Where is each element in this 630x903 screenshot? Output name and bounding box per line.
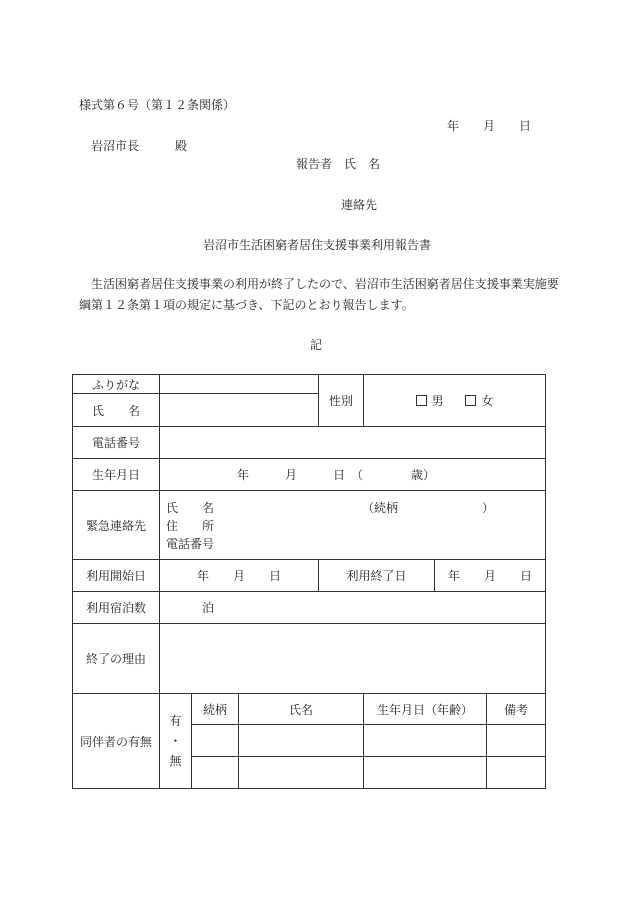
- contact-label: 連絡先: [341, 198, 378, 212]
- companion-yes: 有: [169, 714, 182, 728]
- companion-note-cell[interactable]: [487, 757, 546, 789]
- end-reason-label: 終了の理由: [73, 624, 160, 694]
- emergency-contact-label: 緊急連絡先: [73, 491, 160, 560]
- companion-note-cell[interactable]: [487, 725, 546, 757]
- name-label: 氏 名: [73, 394, 160, 427]
- companion-name-cell[interactable]: [239, 725, 364, 757]
- companion-dot: ・: [169, 734, 182, 748]
- companion-yes-no: [160, 694, 192, 789]
- female-checkbox[interactable]: [465, 395, 476, 406]
- companion-no: 無: [169, 754, 182, 768]
- birth-date-label: 生年月日: [73, 459, 160, 491]
- companion-birth-cell[interactable]: [364, 725, 487, 757]
- end-date-label: 利用終了日: [319, 560, 435, 592]
- start-date-label: 利用開始日: [73, 560, 160, 592]
- female-label: 女: [481, 394, 494, 408]
- emergency-contact-field[interactable]: [160, 491, 546, 560]
- start-date-field[interactable]: 年 月 日: [160, 560, 319, 592]
- furigana-field[interactable]: [160, 375, 319, 394]
- addressee: 岩沼市長 殿: [91, 139, 188, 153]
- gender-options: [364, 375, 546, 427]
- body-text-line2: 綱第１２条第１項の規定に基づき、下記のとおり報告します。: [79, 298, 414, 312]
- ec-relation-label: （続柄 ）: [362, 500, 495, 515]
- document-title: 岩沼市生活困窮者居住支援事業利用報告書: [203, 238, 432, 252]
- col-relation-header: 続柄: [192, 694, 239, 725]
- col-note-header: 備考: [487, 694, 546, 725]
- companion-name-cell[interactable]: [239, 757, 364, 789]
- form-number: 様式第６号（第１２条関係）: [79, 98, 236, 112]
- furigana-label: ふりがな: [73, 375, 160, 394]
- phone-field[interactable]: [160, 427, 546, 459]
- name-field[interactable]: [160, 394, 319, 427]
- ec-name-label: 氏 名: [166, 500, 215, 515]
- companion-relation-cell[interactable]: [192, 757, 239, 789]
- reporter-name-label: 報告者 氏 名: [296, 157, 381, 171]
- report-form-table: [72, 374, 546, 789]
- nights-label: 利用宿泊数: [73, 592, 160, 624]
- male-label: 男: [431, 394, 444, 408]
- ec-address-label: 住 所: [166, 518, 215, 533]
- nights-field[interactable]: 泊: [160, 592, 546, 624]
- date-line: 年 月 日: [447, 119, 532, 133]
- col-name-header: 氏名: [239, 694, 364, 725]
- companion-relation-cell[interactable]: [192, 725, 239, 757]
- ec-phone-label: 電話番号: [166, 536, 215, 551]
- ki-heading: 記: [310, 338, 323, 352]
- phone-label: 電話番号: [73, 427, 160, 459]
- end-date-field[interactable]: 年 月 日: [435, 560, 546, 592]
- col-birth-header: 生年月日（年齢）: [364, 694, 487, 725]
- birth-date-field[interactable]: 年 月 日 （ 歳）: [160, 459, 546, 491]
- male-checkbox[interactable]: [416, 395, 427, 406]
- gender-label: 性別: [319, 375, 364, 427]
- companion-label: 同伴者の有無: [73, 694, 160, 789]
- companion-birth-cell[interactable]: [364, 757, 487, 789]
- body-text-line1: 生活困窮者居住支援事業の利用が終了したので、岩沼市生活困窮者居住支援事業実施要: [91, 277, 559, 291]
- end-reason-field[interactable]: [160, 624, 546, 694]
